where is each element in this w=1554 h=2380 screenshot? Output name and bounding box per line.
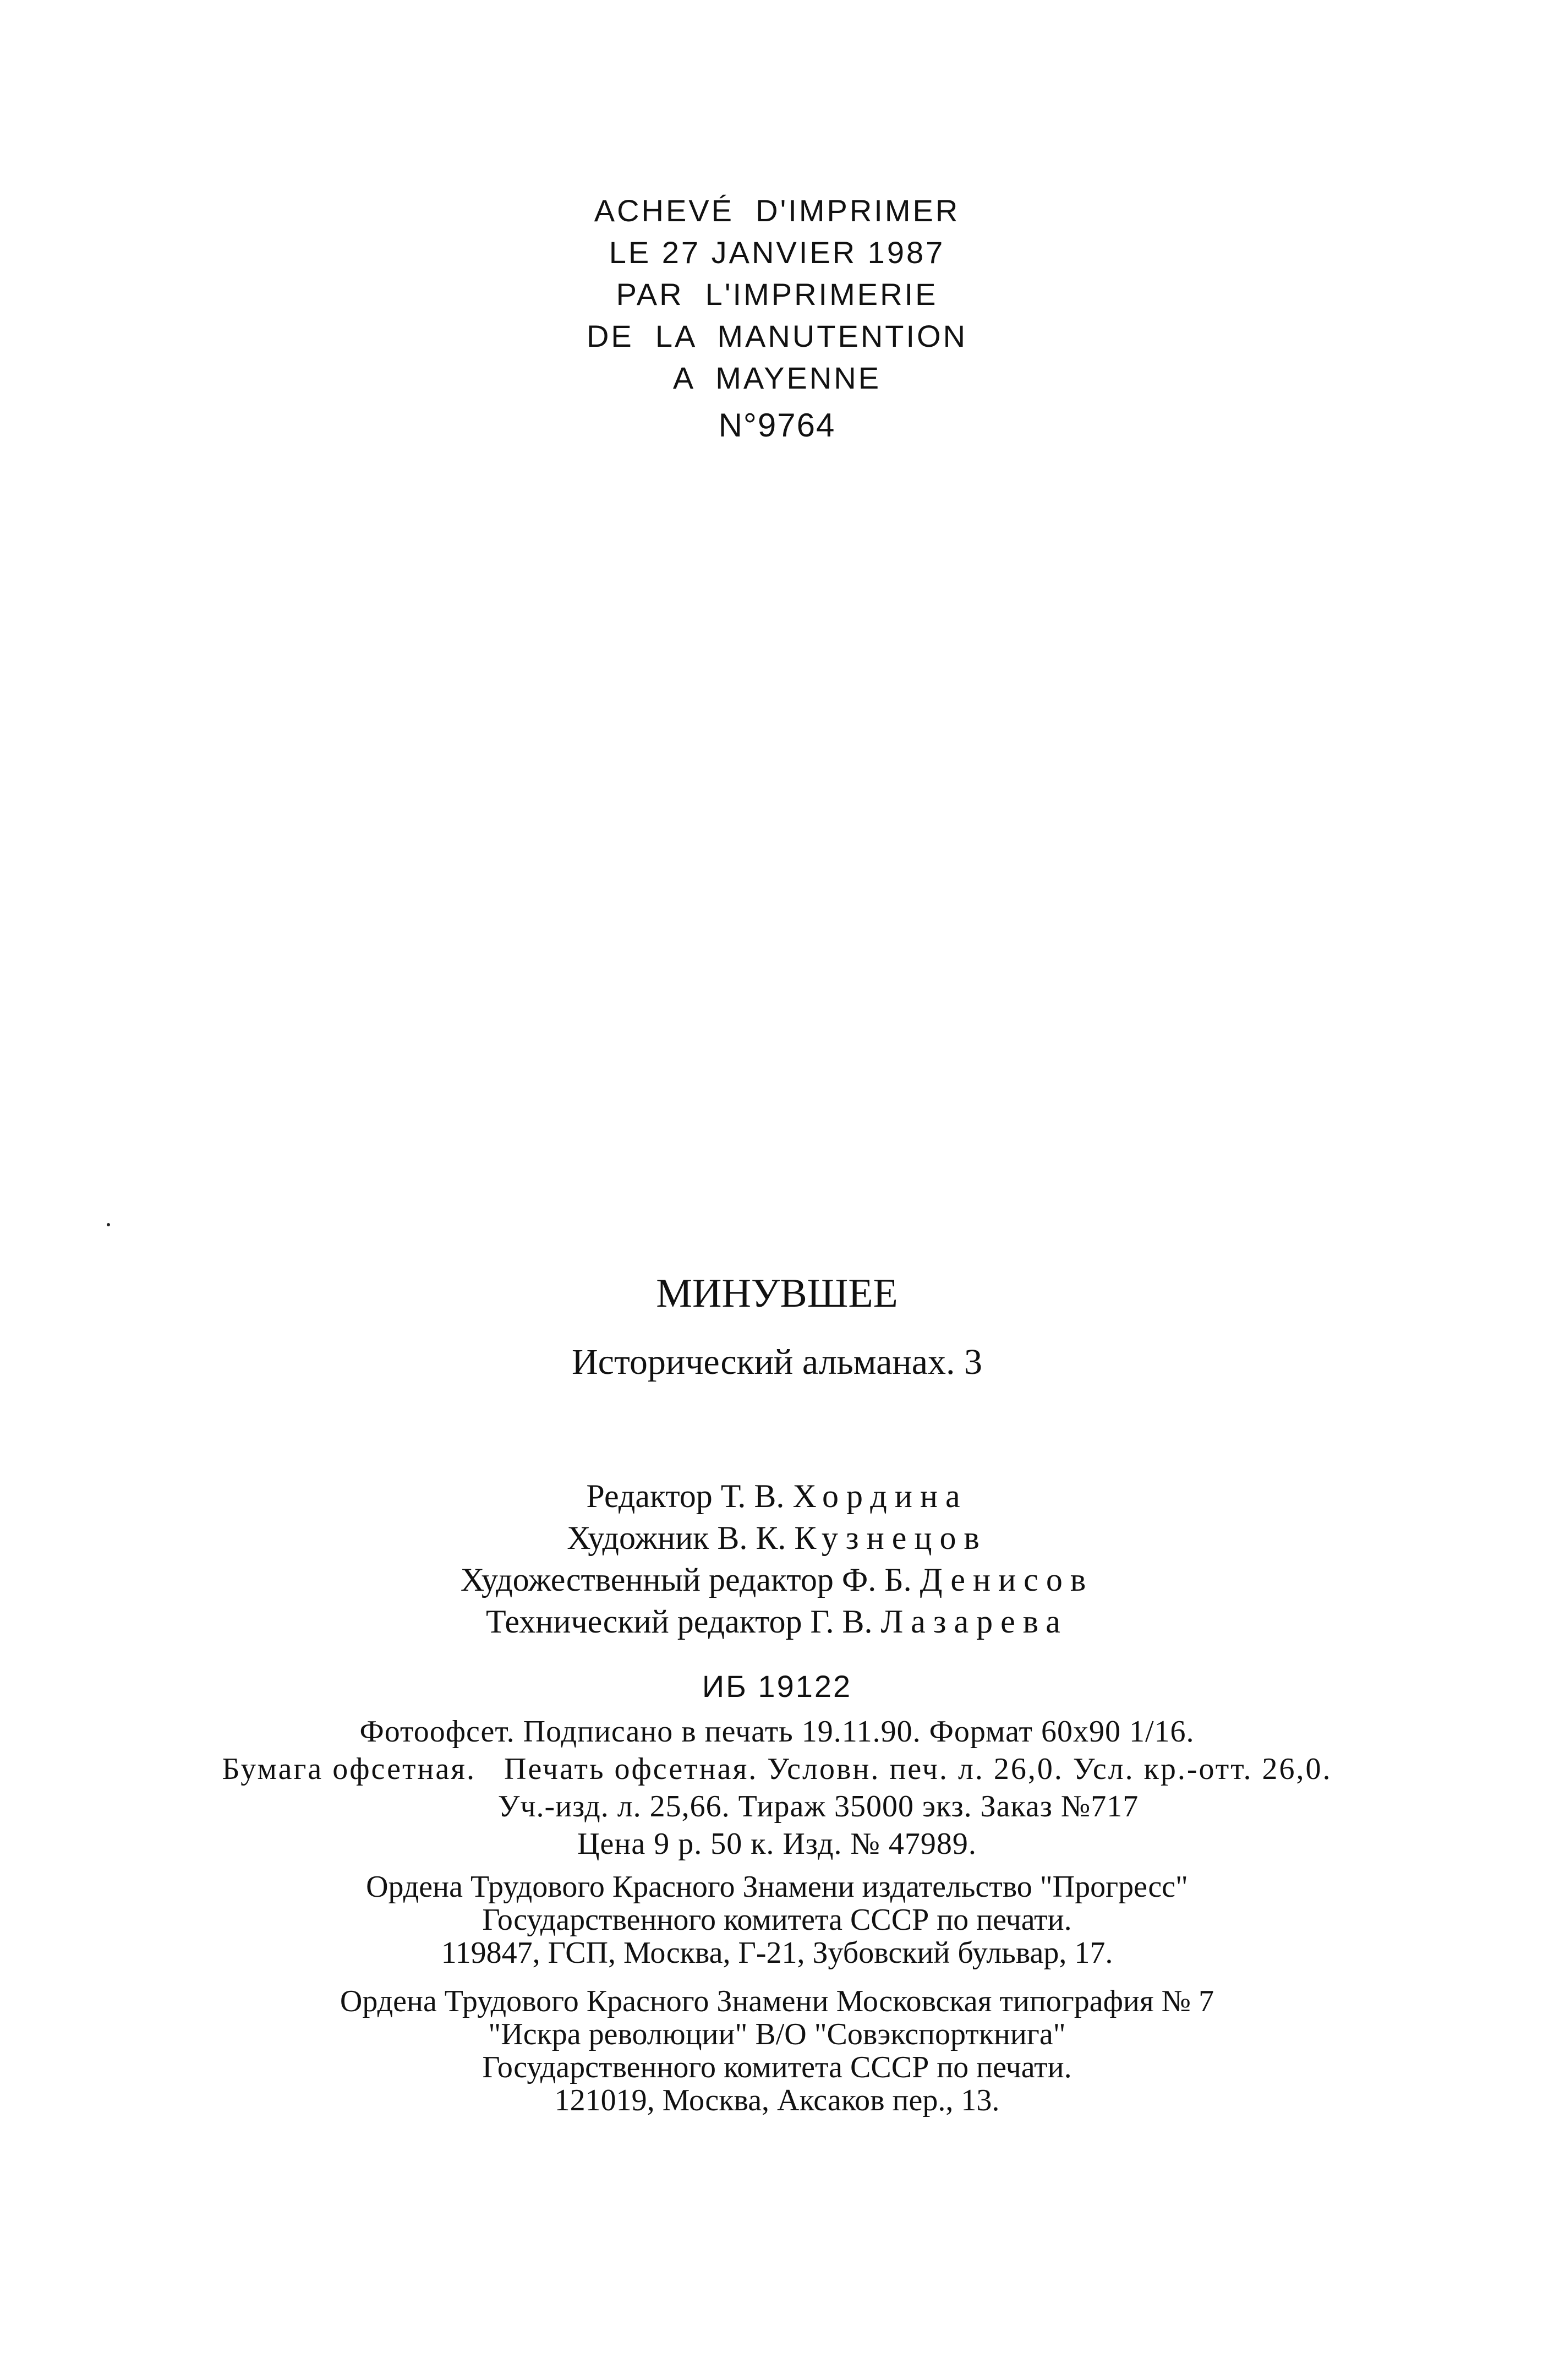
colophon-line: DE LA MANUTENTION — [586, 319, 968, 353]
credit-role: Редактор Т. В. — [586, 1478, 785, 1514]
colophon-line: PAR L'IMPRIMERIE — [616, 277, 938, 312]
publisher-line: Государственного комитета СССР по печати. — [482, 1903, 1072, 1937]
colophon-line: ACHEVÉ D'IMPRIMER — [594, 193, 960, 228]
ib-number: ИБ 19122 — [702, 1669, 852, 1704]
stray-ink-dot — [107, 1223, 110, 1226]
credit-tech-editor — [0, 1601, 1554, 1642]
colophon-line: A MAYENNE — [672, 361, 882, 395]
credit-editor — [0, 1475, 1554, 1517]
french-colophon — [0, 190, 1554, 446]
credit-name: Лазарева — [880, 1603, 1068, 1640]
colophon-line: LE 27 JANVIER 1987 — [609, 235, 945, 270]
print-run-number: N°9764 — [718, 407, 836, 444]
printer-info — [0, 1985, 1554, 2117]
printer-line: Государственного комитета СССР по печати. — [482, 2050, 1072, 2084]
printer-line: "Искра революции" В/О "Совэкспорткнига" — [488, 2017, 1066, 2051]
printer-line: Ордена Трудового Красного Знамени Московская типография № 7 — [340, 1984, 1214, 2018]
printer-address: 121019, Москва, Аксаков пер., 13. — [554, 2083, 1000, 2117]
print-spec-line: Бумага офсетная. Печать офсетная. Условн. печ. л. 26,0. Усл. кр.-отт. 26,0. — [222, 1752, 1332, 1786]
print-spec-line: Уч.-изд. л. 25,66. Тираж 35000 экз. Заказ №717 — [497, 1789, 1139, 1824]
credit-name: Кузнецов — [794, 1520, 987, 1556]
credit-art-editor — [0, 1559, 1554, 1601]
credit-name: Денисов — [920, 1562, 1094, 1598]
credit-role: Художественный редактор Ф. Б. — [460, 1562, 912, 1598]
publisher-info — [0, 1870, 1554, 1969]
book-subtitle: Исторический альманах. 3 — [571, 1342, 982, 1382]
credits-list — [0, 1475, 1554, 1642]
credit-artist — [0, 1517, 1554, 1559]
publisher-line: Ордена Трудового Красного Знамени издательство "Прогресс" — [366, 1870, 1188, 1904]
price-line: Цена 9 р. 50 к. Изд. № 47989. — [577, 1827, 977, 1861]
credit-role: Художник В. К. — [567, 1520, 786, 1556]
credit-name: Хордина — [792, 1478, 968, 1514]
publisher-address: 119847, ГСП, Москва, Г-21, Зубовский бульвар, 17. — [441, 1936, 1113, 1970]
print-spec-line: Фотоофсет. Подписано в печать 19.11.90. Формат 60x90 1/16. — [359, 1715, 1195, 1749]
print-specifications — [0, 1668, 1554, 1863]
credit-role: Технический редактор Г. В. — [486, 1603, 873, 1640]
book-title: МИНУВШЕЕ — [656, 1271, 898, 1316]
